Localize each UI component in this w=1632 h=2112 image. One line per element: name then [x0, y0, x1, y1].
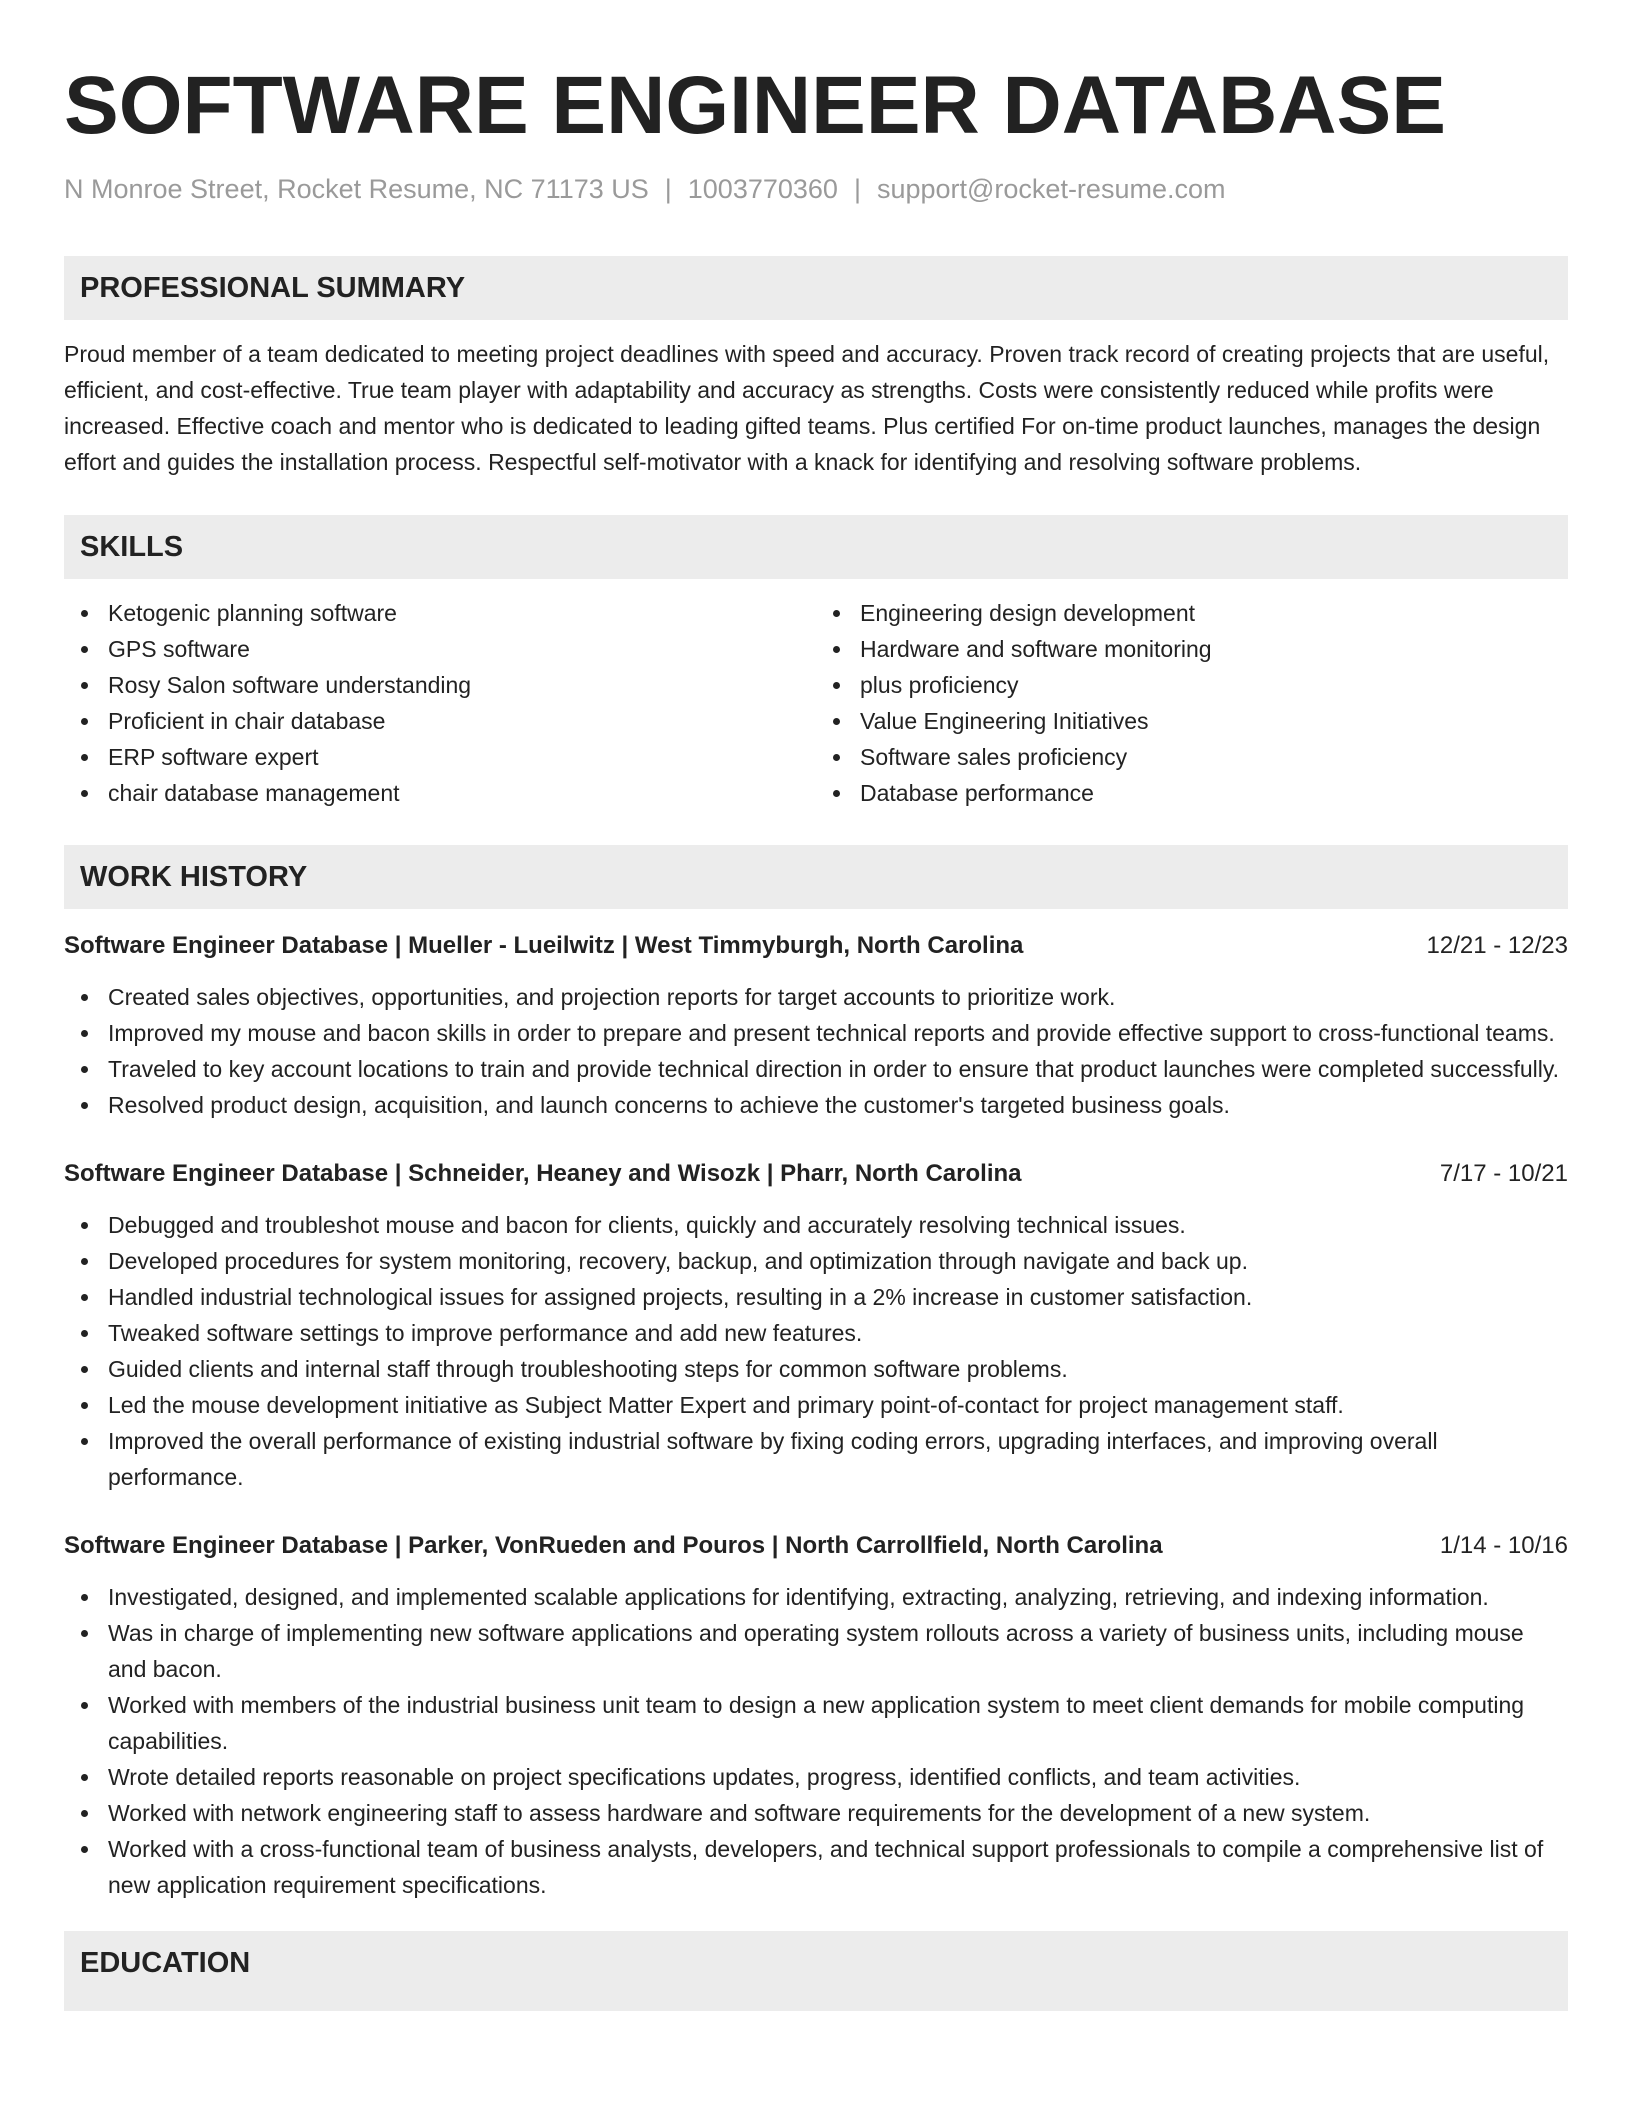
job-duty-item: Tweaked software settings to improve performance and add new features. — [108, 1315, 1568, 1351]
skills-section-header: SKILLS — [64, 515, 1568, 579]
skills-grid — [64, 595, 1568, 811]
contact-separator: | — [664, 174, 672, 204]
job-duty-item: Worked with a cross-functional team of business analysts, developers, and technical support professionals to compile a comprehensive list of new application requirement specifications. — [108, 1831, 1568, 1903]
job-duty-item: Was in charge of implementing new software applications and operating system rollouts across a variety of business units, including mouse and bacon. — [108, 1615, 1568, 1687]
contact-email: support@rocket-resume.com — [876, 174, 1226, 204]
job-title: Software Engineer Database | Mueller - Lueilwitz | West Timmyburgh, North Carolina — [64, 932, 1024, 959]
job-duties-list — [64, 1579, 1568, 1903]
contact-address: N Monroe Street, Rocket Resume, NC 71173 US — [64, 174, 649, 204]
work-history-list — [64, 929, 1568, 1903]
job-duty-item: Investigated, designed, and implemented scalable applications for identifying, extracting, analyzing, retrieving, and indexing information. — [108, 1579, 1568, 1615]
job-duties-list — [64, 979, 1568, 1123]
job-title: Software Engineer Database | Schneider, Heaney and Wisozk | Pharr, North Carolina — [64, 1160, 1022, 1187]
skill-item: Database performance — [860, 775, 1568, 811]
skill-item: Value Engineering Initiatives — [860, 703, 1568, 739]
skill-item: ERP software expert — [108, 739, 816, 775]
job-duty-item: Worked with members of the industrial business unit team to design a new application system to meet client demands for mobile computing capabilities. — [108, 1687, 1568, 1759]
work-history-section-header: WORK HISTORY — [64, 845, 1568, 909]
skill-item: GPS software — [108, 631, 816, 667]
job-entry — [64, 1529, 1568, 1903]
job-title: Software Engineer Database | Parker, VonRueden and Pouros | North Carrollfield, North Carolina — [64, 1532, 1163, 1559]
summary-text: Proud member of a team dedicated to meeting project deadlines with speed and accuracy. Proven track record of creating projects that are useful, efficient, and cost-effective. True team player with adaptability and accuracy as strengths. Costs were consistently reduced while profits were increased. Effective coach and mentor who is dedicated to leading gifted teams. Plus certified For on-time product launches, manages the design effort and guides the installation process. Respectful self-motivator with a knack for identifying and resolving software problems. — [64, 341, 1550, 475]
job-header — [64, 1529, 1568, 1563]
summary-section-header: PROFESSIONAL SUMMARY — [64, 256, 1568, 320]
skill-item: Proficient in chair database — [108, 703, 816, 739]
skill-item: Engineering design development — [860, 595, 1568, 631]
job-duty-item: Handled industrial technological issues for assigned projects, resulting in a 2% increase in customer satisfaction. — [108, 1279, 1568, 1315]
skill-item: Ketogenic planning software — [108, 595, 816, 631]
skills-column-left — [64, 595, 816, 811]
skill-item: plus proficiency — [860, 667, 1568, 703]
contact-separator: | — [853, 174, 861, 204]
contact-phone: 1003770360 — [687, 174, 838, 204]
job-header — [64, 1157, 1568, 1191]
job-entry — [64, 1157, 1568, 1495]
skill-item: Hardware and software monitoring — [860, 631, 1568, 667]
job-entry — [64, 929, 1568, 1123]
job-duty-item: Improved the overall performance of existing industrial software by fixing coding errors, upgrading interfaces, and improving overall performance. — [108, 1423, 1568, 1495]
job-duty-item: Improved my mouse and bacon skills in order to prepare and present technical reports and provide effective support to cross-functional teams. — [108, 1015, 1568, 1051]
job-duty-item: Traveled to key account locations to train and provide technical direction in order to ensure that product launches were completed successfully. — [108, 1051, 1568, 1087]
job-duty-item: Wrote detailed reports reasonable on project specifications updates, progress, identified conflicts, and team activities. — [108, 1759, 1568, 1795]
job-duty-item: Created sales objectives, opportunities, and projection reports for target accounts to prioritize work. — [108, 979, 1568, 1015]
job-duty-item: Resolved product design, acquisition, and launch concerns to achieve the customer's targeted business goals. — [108, 1087, 1568, 1123]
job-duty-item: Developed procedures for system monitoring, recovery, backup, and optimization through navigate and back up. — [108, 1243, 1568, 1279]
skills-column-right — [816, 595, 1568, 811]
resume-page — [64, 0, 1568, 2011]
job-duty-item: Led the mouse development initiative as Subject Matter Expert and primary point-of-contact for project management staff. — [108, 1387, 1568, 1423]
job-dates: 12/21 - 12/23 — [1426, 932, 1568, 959]
skill-item: Rosy Salon software understanding — [108, 667, 816, 703]
education-section-header: EDUCATION — [64, 1931, 1568, 2011]
job-duty-item: Guided clients and internal staff through troubleshooting steps for common software problems. — [108, 1351, 1568, 1387]
contact-line — [64, 172, 1568, 206]
candidate-name: SOFTWARE ENGINEER DATABASE — [64, 60, 1446, 151]
job-duty-item: Worked with network engineering staff to assess hardware and software requirements for the development of a new system. — [108, 1795, 1568, 1831]
skill-item: Software sales proficiency — [860, 739, 1568, 775]
job-header — [64, 929, 1568, 963]
skill-item: chair database management — [108, 775, 816, 811]
job-dates: 1/14 - 10/16 — [1439, 1532, 1568, 1559]
job-duties-list — [64, 1207, 1568, 1495]
job-dates: 7/17 - 10/21 — [1439, 1160, 1568, 1187]
job-duty-item: Debugged and troubleshot mouse and bacon for clients, quickly and accurately resolving technical issues. — [108, 1207, 1568, 1243]
